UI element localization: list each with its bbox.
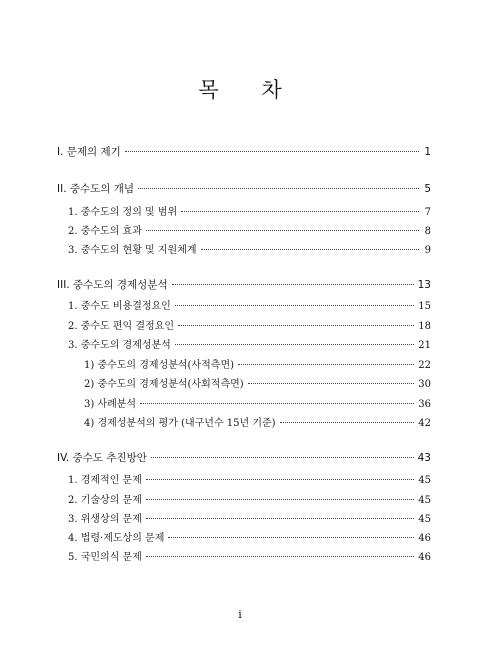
toc-entry-label: 3. 중수도의 경제성분석 [68,340,171,351]
dot-leader [146,556,414,557]
toc-entry-4-2[interactable] [68,491,431,506]
dot-leader [181,211,419,212]
toc-entry-page: 42 [418,418,431,429]
toc-entry-label: 2) 중수도의 경제성분석(사회적측면) [84,379,244,390]
dot-leader [146,230,419,231]
dot-leader [201,249,419,250]
toc-entry-page: 15 [418,301,431,312]
dot-leader [172,284,414,285]
toc-entry-label: 3. 위생상의 문제 [68,514,142,525]
toc-entry-label: 5. 국민의식 문제 [68,552,142,563]
dot-leader [175,305,414,306]
toc-entry-page: 18 [418,321,431,332]
toc-entry-3-1[interactable] [68,297,431,312]
toc-entry-chapter-1[interactable] [57,144,431,159]
dot-leader [248,383,415,384]
dot-leader [178,325,414,326]
toc-entry-chapter-3[interactable] [57,277,431,292]
toc-entry-label: 1. 경제적인 문제 [68,475,142,486]
dot-leader [168,537,414,538]
toc-entry-4-1[interactable] [68,471,431,486]
dot-leader [146,479,414,480]
toc-entry-label: 3) 사례분석 [84,399,137,410]
toc-entry-label: II. 중수도의 개념 [57,183,135,195]
toc-entry-page: 45 [418,514,431,525]
toc-entry-label: III. 중수도의 경제성분석 [57,279,168,291]
toc-entry-page: 43 [417,452,431,464]
dot-leader [140,403,414,404]
toc-entry-page: 45 [418,475,431,486]
toc-entry-page: 30 [418,379,431,390]
toc-entry-page: 8 [424,226,431,237]
toc-entry-page: 13 [417,279,431,291]
dot-leader [146,499,414,500]
toc-entry-page: 5 [424,183,431,195]
toc-entry-label: 4) 경제성분석의 평가 (내구년수 15년 기준) [84,418,276,429]
toc-entry-2-1[interactable] [68,203,431,218]
toc-entry-4-4[interactable] [68,529,431,544]
toc-entry-page: 9 [424,245,431,256]
toc-entry-3-3[interactable] [68,336,431,351]
toc-entry-label: 2. 기술상의 문제 [68,495,142,506]
toc-entry-page: 45 [418,495,431,506]
dot-leader [151,457,414,458]
toc-entry-label: 1) 중수도의 경제성분석(사적측면) [84,360,235,371]
toc-entry-3-3-3[interactable] [84,395,431,410]
dot-leader [146,518,414,519]
toc-entry-3-3-4[interactable] [84,414,431,429]
toc-entry-page: 21 [418,340,431,351]
toc-entry-label: 2. 중수도 편익 결정요인 [68,321,175,332]
toc-entry-3-3-2[interactable] [84,375,431,390]
toc-entry-label: I. 문제의 제기 [57,146,121,158]
toc-entry-page: 46 [418,552,431,563]
toc-entry-3-3-1[interactable] [84,356,431,371]
toc-entry-label: 4. 법령·제도상의 문제 [68,533,165,544]
dot-leader [238,364,414,365]
toc-entry-label: IV. 중수도 추진방안 [57,452,147,464]
dot-leader [175,344,414,345]
toc-title: 목 차 [198,78,300,102]
toc-entry-2-2[interactable] [68,222,431,237]
toc-entry-label: 3. 중수도의 현황 및 지원체계 [68,245,197,256]
page-number: i [238,608,242,621]
toc-entry-2-3[interactable] [68,241,431,256]
toc-entry-4-5[interactable] [68,548,431,563]
dot-leader [138,188,419,189]
dot-leader [125,151,419,152]
toc-entry-label: 1. 중수도 비용결정요인 [68,301,171,312]
toc-entry-page: 1 [424,146,431,158]
toc-entry-chapter-2[interactable] [57,181,431,196]
toc-entry-page: 7 [424,207,431,218]
toc-entry-label: 1. 중수도의 정의 및 범위 [68,207,178,218]
toc-entry-label: 2. 중수도의 효과 [68,226,142,237]
toc-entry-3-2[interactable] [68,317,431,332]
toc-entry-chapter-4[interactable] [57,450,431,465]
toc-entry-page: 22 [418,360,431,371]
toc-entry-page: 36 [418,399,431,410]
toc-entry-page: 46 [418,533,431,544]
dot-leader [280,422,415,423]
toc-entry-4-3[interactable] [68,510,431,525]
